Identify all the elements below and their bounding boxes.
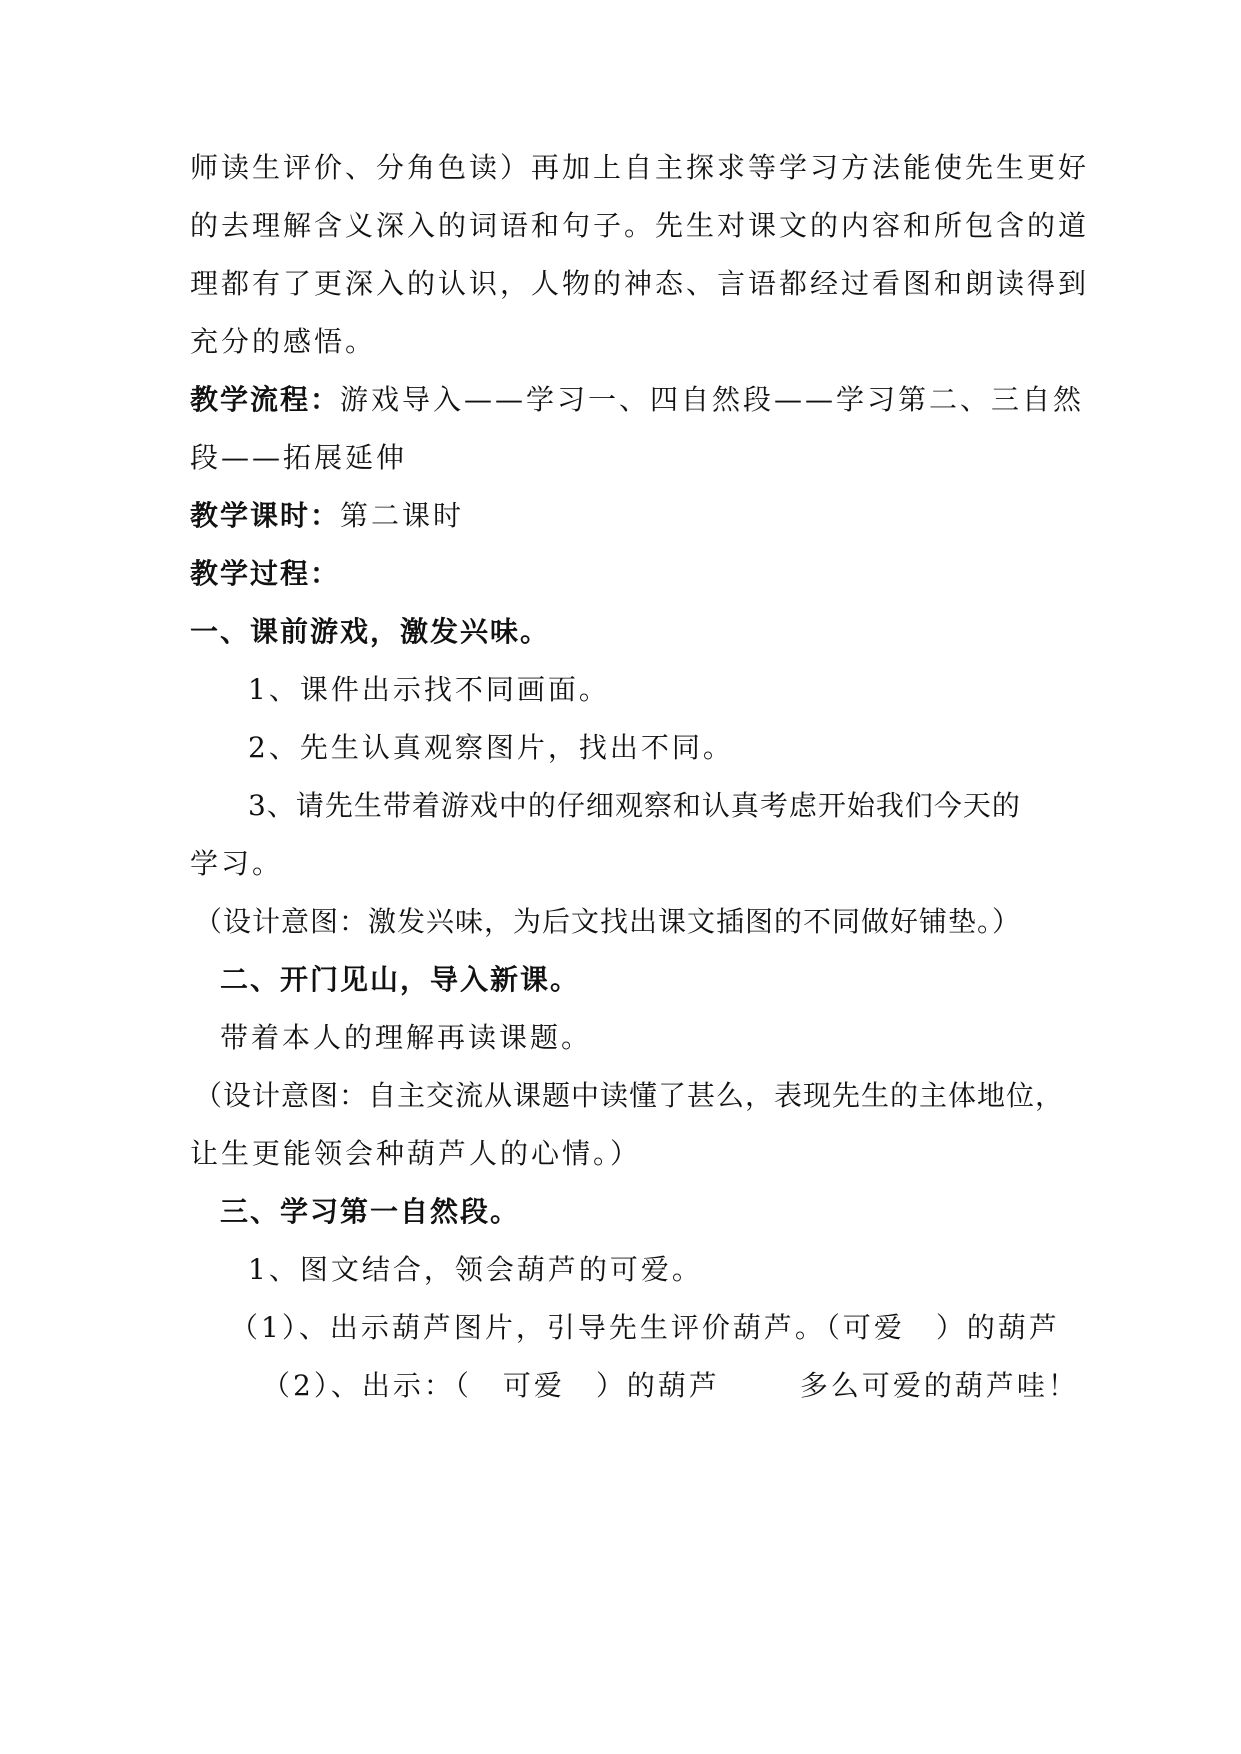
section3-sub-2-left: （2）、出示：（ 可爱 ）的葫芦: [262, 1369, 720, 1402]
section2-design-intent: （设计意图：自主交流从课题中读懂了甚么，表现先生的主体地位，: [194, 1079, 1065, 1112]
section3-heading: 三、学习第一自然段。: [220, 1195, 521, 1228]
section1-item-2: 2、先生认真观察图片，找出不同。: [248, 731, 734, 764]
intro-line-1: 师读生评价、分角色读）再加上自主探求等学习方法能使先生更好: [190, 151, 1090, 184]
teaching-process-label: 教学过程：: [190, 557, 341, 590]
section1-item-3: 3、请先生带着游戏中的仔细观察和认真考虑开始我们今天的: [248, 789, 1021, 822]
teaching-flow-line-2: 段——拓展延伸: [190, 441, 408, 474]
section1-item-3-cont: 学习。: [190, 847, 284, 880]
section3-sub-1: （1）、出示葫芦图片，引导先生评价葫芦。（可爱 ）的葫芦: [230, 1311, 1060, 1344]
teaching-flow-label: 教学流程：: [190, 383, 341, 416]
intro-line-3: 理都有了更深入的认识，人物的神态、言语都经过看图和朗读得到: [190, 267, 1090, 300]
teaching-flow: [190, 380, 1085, 420]
section1-item-1: 1、课件出示找不同画面。: [248, 673, 610, 706]
section3-sub-2: [262, 1366, 1132, 1406]
intro-line-4: 充分的感悟。: [190, 325, 377, 358]
teaching-period-value: 第二课时: [340, 499, 465, 532]
teaching-period: [190, 496, 1060, 536]
section3-item-1: 1、图文结合，领会葫芦的可爱。: [248, 1253, 703, 1286]
section2-text: 带着本人的理解再读课题。: [220, 1021, 593, 1054]
section1-design-intent: （设计意图：激发兴味，为后文找出课文插图的不同做好铺垫。）: [194, 905, 1022, 938]
teaching-flow-text: 游戏导入——学习一、四自然段——学习第二、三自然: [340, 383, 1085, 416]
section2-heading: 二、开门见山，导入新课。: [220, 963, 581, 996]
section1-heading: 一、课前游戏，激发兴味。: [190, 615, 551, 648]
section3-sub-2-right: 多么可爱的葫芦哇！: [799, 1369, 1079, 1402]
teaching-period-label: 教学课时：: [190, 499, 341, 532]
section2-design-intent-cont: 让生更能领会种葫芦人的心情。）: [190, 1137, 642, 1170]
intro-line-2: 的去理解含义深入的词语和句子。先生对课文的内容和所包含的道: [190, 209, 1090, 242]
